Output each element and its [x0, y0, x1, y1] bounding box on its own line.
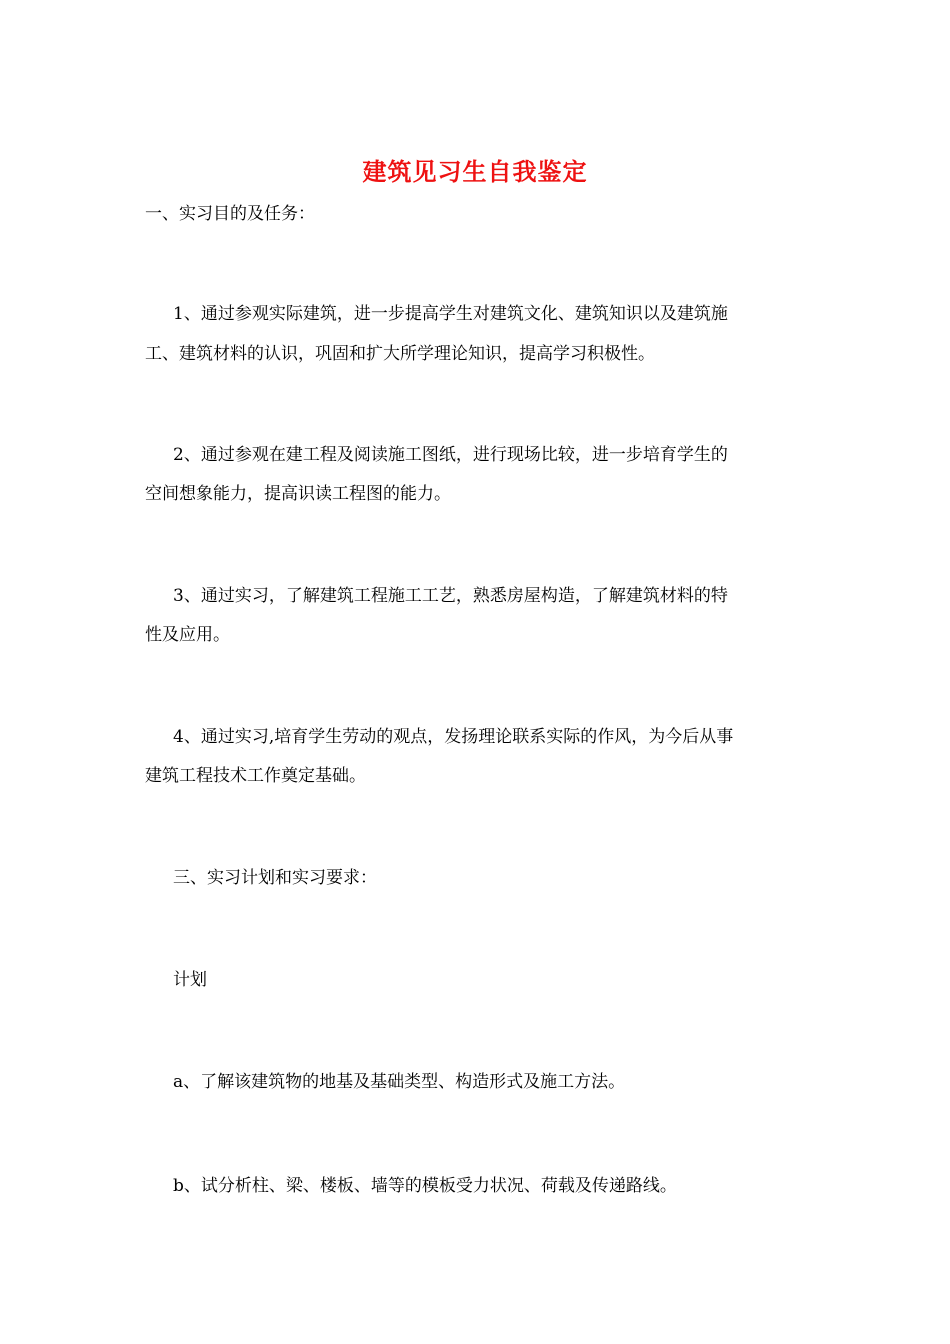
item2-line1: 2、通过参观在建工程及阅读施工图纸，进行现场比较，进一步培育学生的	[173, 445, 728, 465]
plan-item-a: a、了解该建筑物的地基及基础类型、构造形式及施工方法。	[173, 1072, 626, 1092]
item1-line2: 工、建筑材料的认识，巩固和扩大所学理论知识，提高学习积极性。	[145, 344, 655, 364]
item2-line2: 空间想象能力，提高识读工程图的能力。	[145, 484, 451, 504]
section3-heading: 三、实习计划和实习要求：	[173, 868, 377, 888]
item4-line1: 4、通过实习,培育学生劳动的观点，发扬理论联系实际的作风，为今后从事	[173, 727, 734, 747]
item3-line1: 3、通过实习，了解建筑工程施工工艺，熟悉房屋构造，了解建筑材料的特	[173, 586, 728, 606]
item1-line1: 1、通过参观实际建筑，进一步提高学生对建筑文化、建筑知识以及建筑施	[173, 304, 728, 324]
plan-item-b: b、试分析柱、梁、楼板、墙等的模板受力状况、荷载及传递路线。	[173, 1176, 677, 1196]
item3-line2: 性及应用。	[145, 625, 230, 645]
section1-heading: 一、实习目的及任务：	[145, 204, 315, 224]
document-title: 建筑见习生自我鉴定	[362, 157, 588, 186]
plan-label: 计划	[173, 970, 207, 990]
item4-line2: 建筑工程技术工作奠定基础。	[145, 766, 366, 786]
